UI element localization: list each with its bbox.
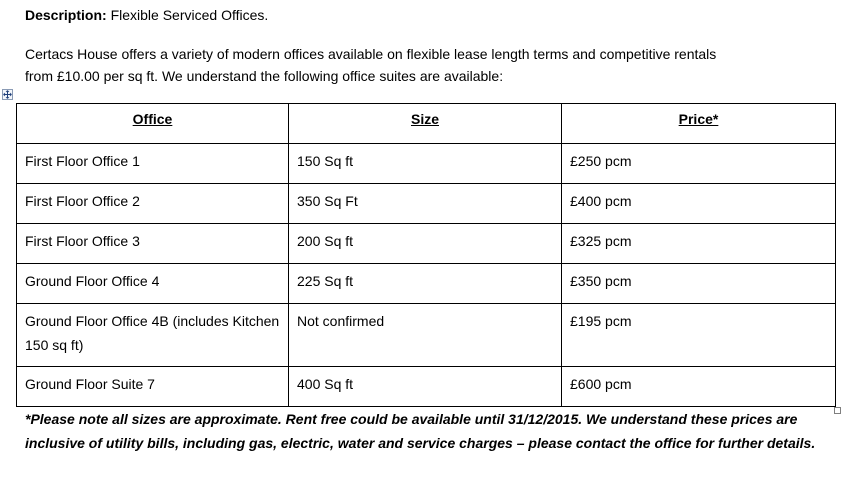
description-text: Flexible Serviced Offices. [110, 7, 269, 23]
cell-price: £600 pcm [562, 367, 836, 407]
offices-table [16, 103, 836, 407]
cell-price: £350 pcm [562, 264, 836, 304]
cell-price: £400 pcm [562, 184, 836, 224]
cell-size: 225 Sq ft [289, 264, 562, 304]
cell-office: First Floor Office 2 [17, 184, 289, 224]
cell-office: First Floor Office 1 [17, 144, 289, 184]
header-office: Office [17, 104, 289, 144]
cell-office: Ground Floor Suite 7 [17, 367, 289, 407]
cell-size: 350 Sq Ft [289, 184, 562, 224]
cell-size: 150 Sq ft [289, 144, 562, 184]
cell-size: 200 Sq ft [289, 224, 562, 264]
table-row [17, 264, 836, 304]
header-price: Price* [562, 104, 836, 144]
footnote: *Please note all sizes are approximate. Rent free could be available until 31/12/2015. We understand these prices are inclusive of utility bills, including gas, electric, water and service charges – please contact the office for further details. [25, 411, 816, 451]
intro-paragraph [25, 43, 825, 87]
intro-line-2: from £10.00 per sq ft. We understand the following office suites are available: [25, 68, 504, 84]
description-line [25, 6, 268, 24]
cell-office: First Floor Office 3 [17, 224, 289, 264]
table-header-row [17, 104, 836, 144]
table-row [17, 144, 836, 184]
cell-office: Ground Floor Office 4B (includes Kitchen 150 sq ft) [17, 304, 289, 367]
cell-price: £250 pcm [562, 144, 836, 184]
cell-size: 400 Sq ft [289, 367, 562, 407]
table-resize-handle-icon[interactable] [834, 407, 841, 414]
cell-office: Ground Floor Office 4 [17, 264, 289, 304]
intro-line-1: Certacs House offers a variety of modern offices available on flexible lease length terms and competitive rentals [25, 46, 717, 62]
table-row [17, 184, 836, 224]
cell-size: Not confirmed [289, 304, 562, 367]
header-size: Size [289, 104, 562, 144]
cell-price: £195 pcm [562, 304, 836, 367]
table-row [17, 224, 836, 264]
table-move-handle-icon[interactable] [2, 89, 13, 100]
table-row [17, 367, 836, 407]
description-label: Description: [25, 7, 107, 23]
table-row [17, 304, 836, 367]
cell-price: £325 pcm [562, 224, 836, 264]
